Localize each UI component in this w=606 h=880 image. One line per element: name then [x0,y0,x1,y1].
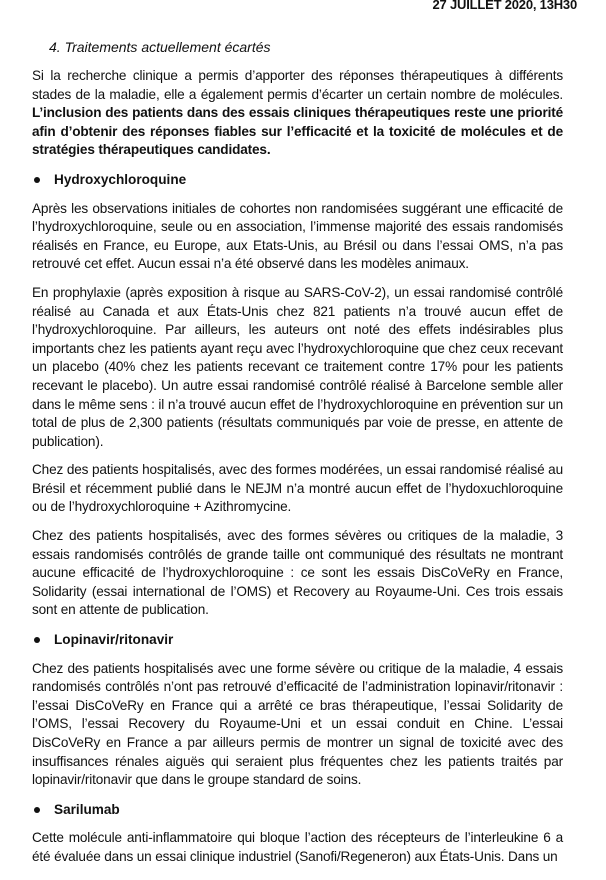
paragraph: Chez des patients hospitalisés avec une forme sévère ou critique de la maladie, 4 essais randomisés contrôlés n’ont pas retrouvé d’efficacité de l’administration lopinavir/ritonavir : l’essai DisCoVeRy en France qui a arrêté ce bras thérapeutique, l’essai Solidarity de l’OMS, l’essai Recovery du Royaume-Uni et un essai conduit en Chine. L’essai DisCoVeRy en France a par ailleurs permis de montrer un signal de toxicité avec des insuffisances rénales aiguës qui seraient plus fréquentes chez les patients traités par lopinavir/ritonavir que dans le groupe standard de soins. [32,660,563,788]
bullet-icon [34,807,40,813]
intro-text: Si la recherche clinique a permis d’apporter des réponses thérapeutiques à différents stades de la maladie, elle a également permis d’écarter un certain nombre de molécules. [32,68,563,102]
paragraph: Après les observations initiales de cohortes non randomisées suggérant une efficacité de l’hydroxychloroquine, seule ou en association, l’immense majorité des essais randomisés réalisés en France, eu Europe, aux Etats-Unis, au Brésil ou dans l’essai OMS, n’a pas retrouvé cet effet. Aucun essai n’a été observé dans les modèles animaux. [32,200,563,272]
header-date: 27 JUILLET 2020, 13H30 [432,0,577,12]
bullet-heading-label: Hydroxychloroquine [54,171,187,187]
bullet-heading-hydroxychloroquine [32,171,563,190]
document-body [32,38,563,867]
paragraph: En prophylaxie (après exposition à risque au SARS-CoV-2), un essai randomisé contrôlé réalisé au Canada et aux États-Unis chez 821 patients n’a trouvé aucun effet de l’hydroxychloroquine. Par ailleurs, les auteurs ont noté des effets indésirables plus importants chez les patients ayant reçu avec l’hydroxychloroquine que chez ceux recevant un placebo (40% chez les patients recevant ce traitement contre 17% pour les patients recevant le placebo). Un autre essai randomisé contrôlé réalisé à Barcelone semble aller dans le même sens : il n’a trouvé aucun effet de l’hydroxychloroquine en prévention sur un total de plus de 2,300 patients (résultats communiqués par voie de presse, en attente de publication). [32,284,563,449]
bullet-icon [34,177,40,183]
paragraph: Cette molécule anti-inflammatoire qui bloque l’action des récepteurs de l’interleukine 6 a été évaluée dans un essai clinique industriel (Sanofi/Regeneron) aux États-Unis. Dans un [32,830,563,864]
paragraph: Chez des patients hospitalisés, avec des formes sévères ou critiques de la maladie, 3 essais randomisés contrôlés de grande taille ont communiqué des résultats ne montrant aucune efficacité de l’hydroxychloroquine : ce sont les essais DisCoVeRy en France, Solidarity (essai international de l’OMS) et Recovery au Royaume-Uni. Ces trois essais sont en attente de publication. [32,528,563,618]
bullet-icon [34,637,40,643]
section-heading: 4. Traitements actuellement écartés [49,39,271,55]
bullet-heading-label: Sarilumab [54,801,120,817]
bullet-heading-lopinavir-ritonavir [32,631,563,650]
intro-bold-text: L’inclusion des patients dans des essais cliniques thérapeutiques reste une priorité afin d’obtenir des réponses fiables sur l’efficacité et la toxicité de molécules et de stratégies thérapeutiques candidates. [32,105,563,158]
intro-paragraph [32,67,563,160]
bullet-heading-sarilumab [32,801,563,820]
bullet-heading-label: Lopinavir/ritonavir [54,632,174,648]
paragraph: Chez des patients hospitalisés, avec des formes modérées, un essai randomisé réalisé au Brésil et récemment publié dans le NEJM n’a montré aucun effet de l’hydoxuchloroquine ou de l’hydroxychloroquine + Azithromycine. [32,462,563,515]
